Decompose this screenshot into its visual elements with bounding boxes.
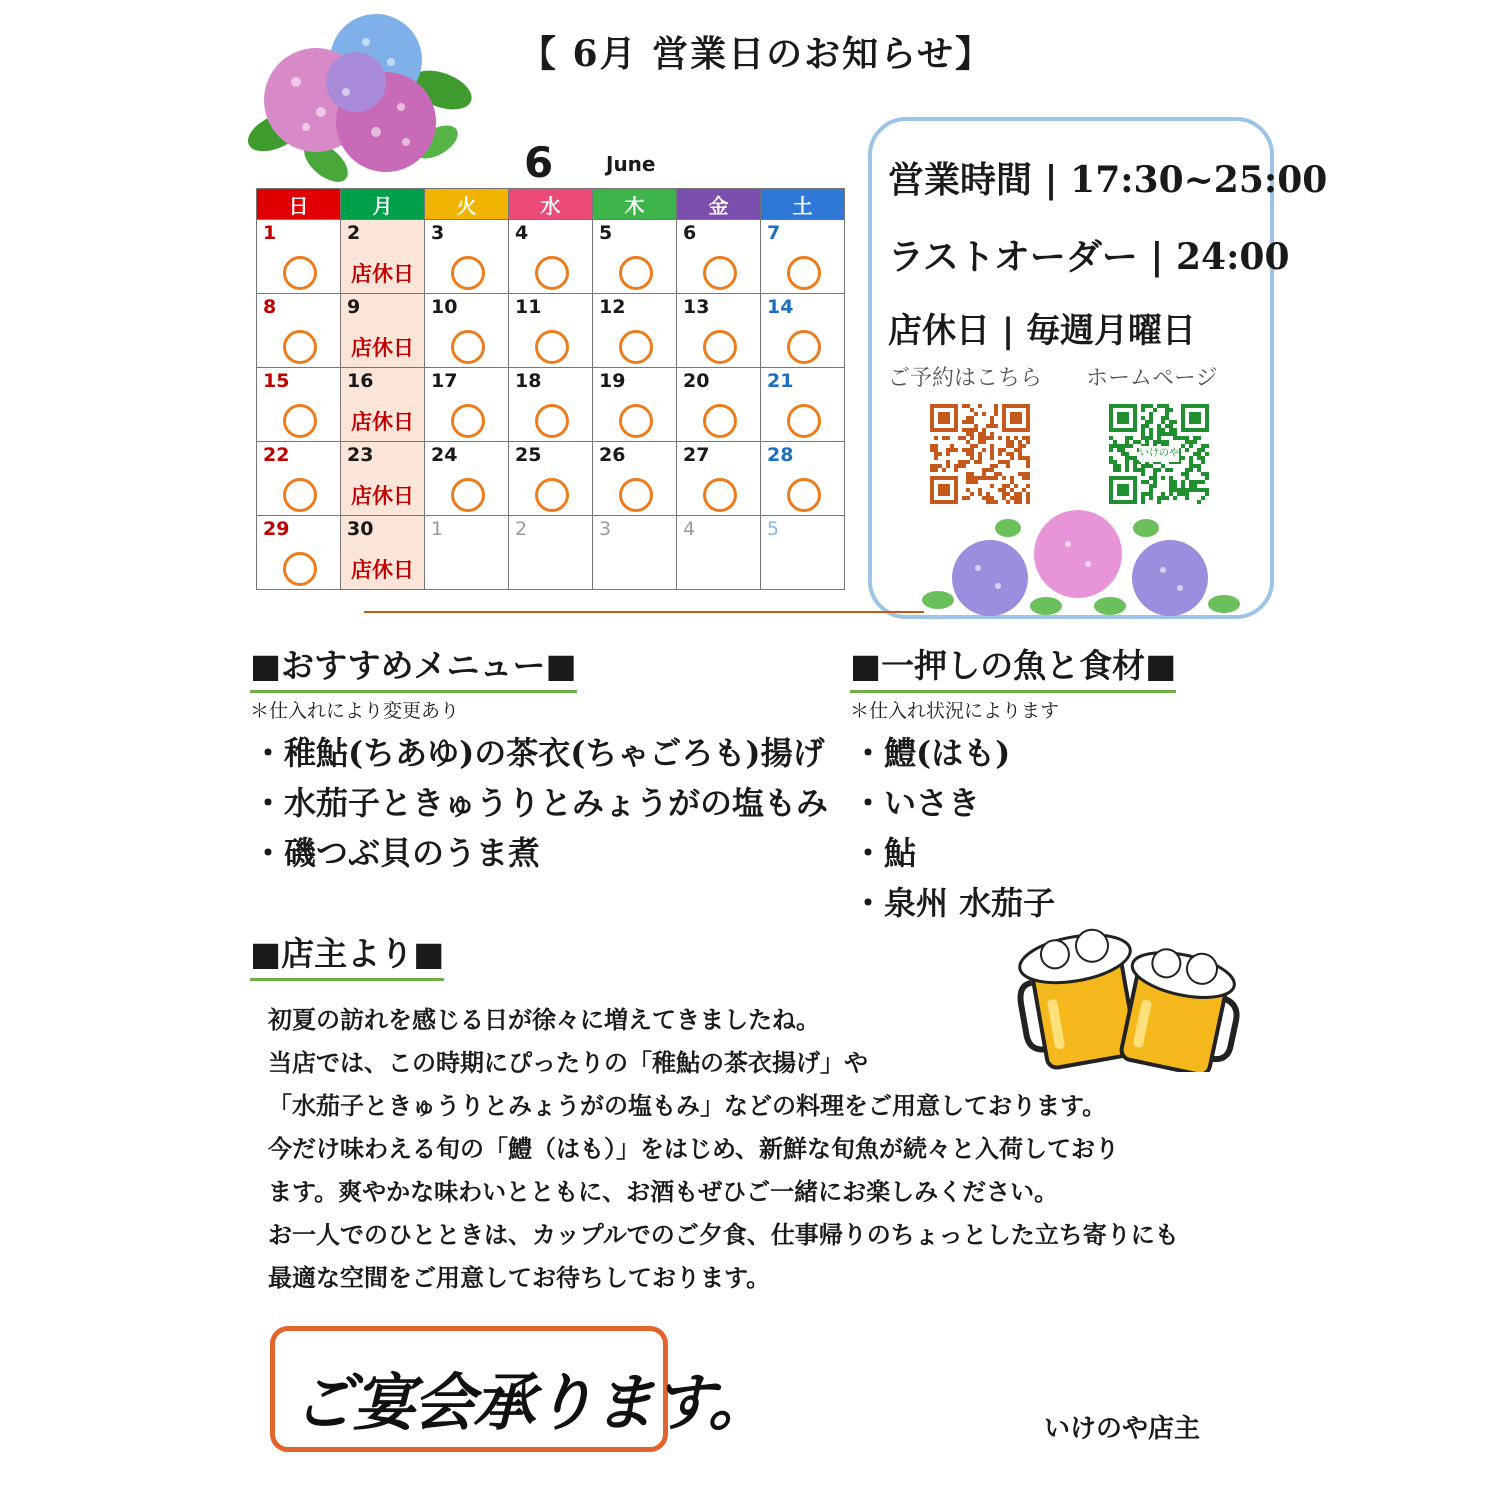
fish-note: ＊仕入れ状況によります [850,700,1060,722]
weekday-header: 月 [341,189,425,220]
fish-item: ・いさき [852,784,981,822]
menu-heading: ■おすすめメニュー■ [250,640,577,693]
fish-heading: ■一押しの魚と食材■ [850,640,1176,693]
closed-day-label: 店休日 [351,336,414,360]
calendar-day [341,220,425,294]
menu-note: ＊仕入れにより変更あり [250,700,460,722]
last-order: ラストオーダー | 24:00 [888,236,1290,278]
calendar-month-name: June [606,152,656,176]
reservation-qr-code[interactable] [930,404,1030,504]
owner-message-line: 最適な空間をご用意してお待ちしております。 [268,1263,771,1292]
closed-day-info: 店休日 | 毎週月曜日 [888,311,1197,351]
day-number: 23 [347,444,374,466]
open-day-circle-icon [535,256,569,290]
calendar-day [509,220,593,294]
day-number: 19 [599,370,626,392]
calendar-day [257,442,341,516]
banquet-text: ご宴会承ります。 [293,1366,769,1439]
closed-day-label: 店休日 [351,410,414,434]
open-day-circle-icon [787,330,821,364]
owner-message-line: 今だけ味わえる旬の「鱧（はも）」をはじめ、新鮮な旬魚が続々と入荷しており [268,1134,1120,1163]
calendar-day [677,516,761,590]
owner-signature: いけのや店主 [1044,1414,1201,1444]
day-number: 1 [431,518,444,540]
calendar-day [509,294,593,368]
weekday-header: 火 [425,189,509,220]
day-number: 3 [431,222,445,244]
day-number: 20 [683,370,710,392]
calendar-day [341,442,425,516]
open-day-circle-icon [283,404,317,438]
open-day-circle-icon [703,478,737,512]
day-number: 13 [683,296,710,318]
day-number: 27 [683,444,710,466]
day-number: 11 [515,296,542,318]
homepage-qr-wrap[interactable] [1109,404,1209,504]
calendar-day [509,516,593,590]
open-day-circle-icon [451,256,485,290]
open-day-circle-icon [787,404,821,438]
open-day-circle-icon [535,404,569,438]
day-number: 10 [431,296,458,318]
day-number: 15 [263,370,290,392]
day-number: 1 [263,222,277,244]
day-number: 14 [767,296,794,318]
owner-message [268,998,1288,1299]
day-number: 30 [347,518,374,540]
weekday-header: 日 [257,189,341,220]
calendar-day [257,368,341,442]
homepage-label: ホームページ [1086,366,1218,391]
open-day-circle-icon [619,256,653,290]
calendar-day [761,442,845,516]
day-number: 24 [431,444,458,466]
calendar-day [593,516,677,590]
calendar-day [677,294,761,368]
hydrangea-illustration [236,12,480,188]
calendar-day [509,442,593,516]
open-day-circle-icon [787,256,821,290]
reservation-label: ご予約はこちら [888,366,1043,391]
open-day-circle-icon [451,478,485,512]
open-day-circle-icon [451,330,485,364]
day-number: 2 [515,518,528,540]
weekday-header: 金 [677,189,761,220]
page-title: 【 6月 営業日のお知らせ】 [520,33,994,75]
calendar-day [761,516,845,590]
owner-message-line: お一人でのひとときは、カップルでのご夕食、仕事帰りのちょっとした立ち寄りにも [268,1220,1179,1249]
open-day-circle-icon [283,256,317,290]
business-calendar [256,188,845,590]
calendar-day [677,368,761,442]
owner-message-line: ます。爽やかな味わいとともに、お酒もぜひご一緒にお楽しみください。 [268,1177,1059,1206]
open-day-circle-icon [535,478,569,512]
open-day-circle-icon [619,404,653,438]
open-day-circle-icon [283,552,317,586]
owner-message-line: 当店では、この時期にぴったりの「稚鮎の茶衣揚げ」や [268,1048,868,1077]
calendar-day [593,442,677,516]
open-day-circle-icon [619,330,653,364]
closed-day-label: 店休日 [351,262,414,286]
weekday-header: 木 [593,189,677,220]
calendar-day [593,294,677,368]
calendar-day [257,516,341,590]
calendar-day [761,294,845,368]
calendar-day [593,220,677,294]
open-day-circle-icon [535,330,569,364]
calendar-day [425,294,509,368]
day-number: 6 [683,222,697,244]
day-number: 5 [767,518,780,540]
day-number: 12 [599,296,626,318]
closed-day-label: 店休日 [351,484,414,508]
calendar-day [425,368,509,442]
fish-item: ・鮎 [852,834,917,872]
calendar-day [677,442,761,516]
open-day-circle-icon [283,330,317,364]
day-number: 9 [347,296,361,318]
day-number: 29 [263,518,290,540]
menu-item: ・磯つぶ貝のうま煮 [252,834,541,872]
calendar-day [509,368,593,442]
calendar-day [341,516,425,590]
day-number: 4 [515,222,529,244]
day-number: 7 [767,222,781,244]
closed-day-label: 店休日 [351,558,414,582]
menu-item: ・稚鮎(ちあゆ)の茶衣(ちゃごろも)揚げ [252,734,825,772]
small-hydrangea-illustration [918,508,1244,620]
calendar-day [593,368,677,442]
day-number: 25 [515,444,542,466]
open-day-circle-icon [703,330,737,364]
weekday-header: 水 [509,189,593,220]
open-day-circle-icon [451,404,485,438]
day-number: 21 [767,370,794,392]
day-number: 4 [683,518,696,540]
owner-heading: ■店主より■ [250,928,444,981]
banquet-banner [270,1326,769,1452]
day-number: 26 [599,444,626,466]
day-number: 16 [347,370,374,392]
day-number: 28 [767,444,794,466]
owner-message-line: 「水茄子ときゅうりとみょうがの塩もみ」などの料理をご用意しております。 [268,1091,1107,1120]
calendar-day [425,516,509,590]
menu-item: ・水茄子ときゅうりとみょうがの塩もみ [252,784,829,822]
day-number: 18 [515,370,542,392]
open-day-circle-icon [283,478,317,512]
calendar-day [341,294,425,368]
calendar-day [761,368,845,442]
calendar-day [341,368,425,442]
day-number: 8 [263,296,277,318]
open-day-circle-icon [703,404,737,438]
calendar-day [425,442,509,516]
day-number: 22 [263,444,290,466]
fish-item: ・鱧(はも) [852,734,1011,772]
owner-message-line: 初夏の訪れを感じる日が徐々に増えてきましたね。 [268,1005,820,1034]
calendar-day [257,220,341,294]
calendar-day [257,294,341,368]
day-number: 17 [431,370,458,392]
day-number: 3 [599,518,612,540]
day-number: 2 [347,222,361,244]
weekday-header: 土 [761,189,845,220]
qr-center-label: いけのや [1139,446,1179,462]
calendar-day [425,220,509,294]
calendar-month-number: 6 [524,138,554,187]
open-day-circle-icon [703,256,737,290]
open-day-circle-icon [619,478,653,512]
business-hours: 営業時間 | 17:30~25:00 [888,159,1328,201]
calendar-day [677,220,761,294]
calendar-day [761,220,845,294]
section-divider [364,611,924,613]
open-day-circle-icon [787,478,821,512]
day-number: 5 [599,222,613,244]
fish-item: ・泉州 水茄子 [852,884,1056,922]
